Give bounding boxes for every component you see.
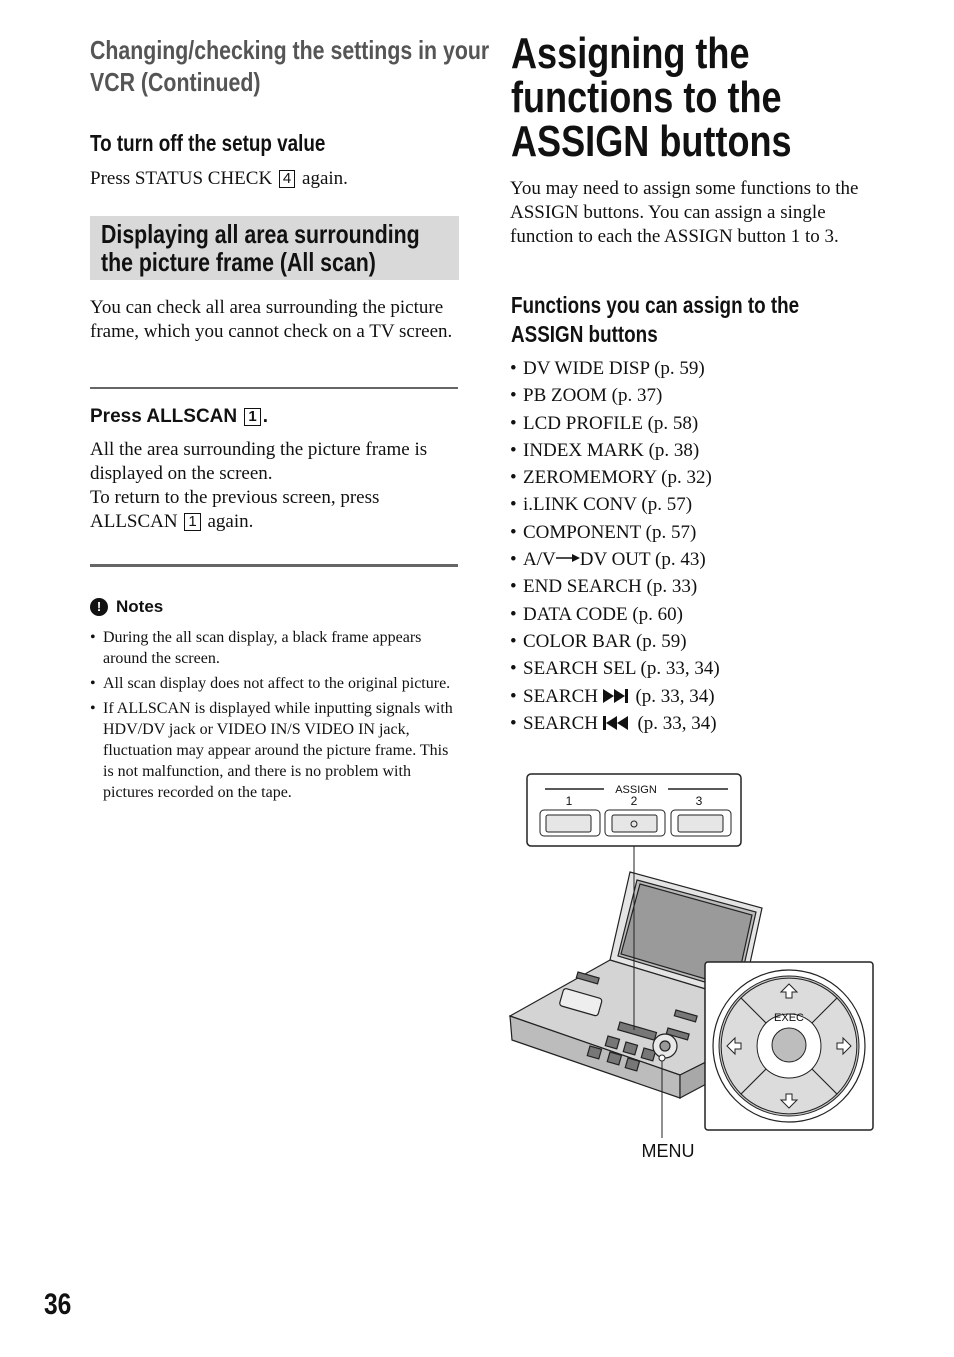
notes-label: Notes — [116, 597, 164, 616]
running-head: Changing/checking the settings in your VCR (Continued) — [90, 35, 490, 97]
allscan-intro: You can check all area surrounding the picture frame, which you cannot check on a TV screen. — [90, 297, 453, 342]
press-suffix: . — [262, 406, 269, 427]
page-number: 36 — [44, 1288, 72, 1321]
arrow-right-icon — [556, 553, 580, 563]
function-item: • COMPONENT (p. 57) — [510, 521, 697, 543]
function-item: • SEARCH (p. 33, 34) — [510, 685, 715, 707]
function-item: • SEARCH SEL (p. 33, 34) — [510, 658, 720, 680]
divider — [90, 564, 458, 567]
allscan-section-banner — [90, 216, 459, 280]
page-title: Assigning the functions to the ASSIGN buttons — [511, 29, 792, 166]
function-item: • SEARCH (p. 33, 34) — [510, 712, 717, 734]
note-item: • If ALLSCAN is displayed while inputting signals with HDV/DV jack or VIDEO IN/S VIDEO IN jack, fluctuation may appear around the picture frame. This is not malfunction, and there is no problem with pictures recorded on the tape. — [90, 698, 460, 803]
key-4-badge: 4 — [279, 170, 295, 188]
note-item: • All scan display does not affect to the original picture. — [90, 673, 460, 694]
note-icon: ! — [90, 598, 108, 616]
allscan-result: All the area surrounding the picture frame is displayed on the screen. — [90, 439, 428, 484]
function-item: • LCD PROFILE (p. 58) — [510, 412, 699, 434]
function-item: • END SEARCH (p. 33) — [510, 576, 698, 598]
function-item: • DV WIDE DISP (p. 59) — [510, 358, 705, 379]
exec-button — [772, 1028, 806, 1062]
function-item: • INDEX MARK (p. 38) — [510, 439, 700, 461]
function-item: • i.LINK CONV (p. 57) — [510, 494, 693, 516]
allscan-return-pre: To return to the previous screen, press ALLSCAN — [90, 487, 380, 532]
turnoff-heading: To turn off the setup value — [90, 130, 326, 156]
turnoff-text-post: again. — [302, 168, 348, 189]
notes-heading — [90, 597, 163, 617]
assign-number-1: 1 — [565, 794, 573, 808]
press-allscan-body — [90, 438, 460, 534]
assign-intro: You may need to assign some functions to the ASSIGN buttons. You can assign a single function to each the ASSIGN button 1 to 3. — [510, 178, 859, 247]
function-item: • DATA CODE (p. 60) — [510, 603, 683, 625]
device-illustration — [500, 760, 880, 1170]
menu-label: MENU — [641, 1141, 695, 1161]
turnoff-text — [90, 167, 460, 191]
functions-list — [510, 355, 720, 737]
previous-track-icon — [603, 716, 633, 730]
assign-button-2 — [612, 815, 657, 832]
function-item: • ZEROMEMORY (p. 32) — [510, 467, 712, 489]
assign-panel — [527, 774, 741, 846]
turnoff-text-pre: Press STATUS CHECK — [90, 168, 273, 189]
allscan-return — [90, 486, 460, 534]
allscan-title: Displaying all area surrounding the picture frame (All scan) — [101, 219, 420, 277]
assign-number-3: 3 — [695, 794, 703, 808]
press-allscan-label: Press ALLSCAN — [90, 406, 238, 427]
divider — [90, 387, 458, 389]
notes-list — [90, 627, 460, 807]
assign-label: ASSIGN — [615, 784, 657, 796]
function-item: • A/V DV OUT (p. 43) — [510, 549, 706, 571]
function-item: • PB ZOOM (p. 37) — [510, 385, 663, 407]
assign-button-3 — [678, 815, 723, 832]
functions-heading: Functions you can assign to the ASSIGN buttons — [511, 292, 800, 347]
control-pad-inset — [705, 962, 873, 1130]
press-allscan-step — [90, 406, 268, 428]
assign-number-2: 2 — [630, 794, 638, 808]
allscan-return-post: again. — [207, 511, 254, 532]
assign-button-1 — [546, 815, 591, 832]
next-track-icon — [603, 689, 631, 703]
key-1-badge: 1 — [184, 513, 200, 531]
key-1-badge: 1 — [244, 408, 260, 426]
exec-label: EXEC — [774, 1012, 804, 1024]
function-item: • COLOR BAR (p. 59) — [510, 630, 687, 652]
note-item: • During the all scan display, a black frame appears around the screen. — [90, 627, 460, 669]
